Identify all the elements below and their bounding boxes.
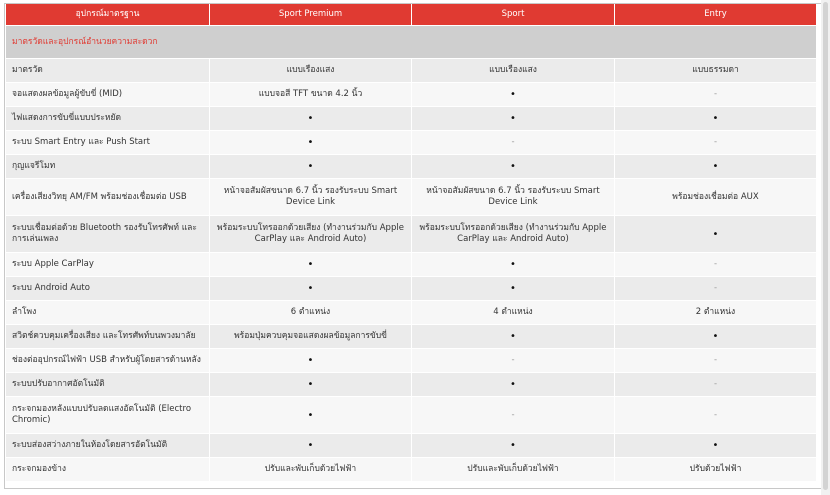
included-dot: • <box>615 325 817 349</box>
row-value: แบบเรืองแสง <box>412 59 615 83</box>
row-label: กระจกมองข้าง <box>6 458 210 482</box>
not-included-dash: - <box>615 349 817 373</box>
table-row <box>6 277 817 301</box>
row-label: ไฟแสดงการขับขี่แบบประหยัด <box>6 107 210 131</box>
included-dot: • <box>412 107 615 131</box>
header-entry: Entry <box>615 4 817 26</box>
included-dot: • <box>615 434 817 458</box>
included-dot: • <box>615 155 817 179</box>
table-row <box>6 253 817 277</box>
row-value: หน้าจอสัมผัสขนาด 6.7 นิ้ว รองรับระบบ Smart Device Link <box>210 179 412 216</box>
section-title: มาตรวัดและอุปกรณ์อำนวยความสะดวก <box>6 26 817 59</box>
row-value: พร้อมช่องเชื่อมต่อ AUX <box>615 179 817 216</box>
included-dot: • <box>210 434 412 458</box>
header-sport-premium: Sport Premium <box>210 4 412 26</box>
table-row <box>6 216 817 253</box>
row-value: ปรับและพับเก็บด้วยไฟฟ้า <box>412 458 615 482</box>
table-row <box>6 83 817 107</box>
table-row <box>6 179 817 216</box>
row-label: กุญแจรีโมท <box>6 155 210 179</box>
row-label: มาตรวัด <box>6 59 210 83</box>
row-value: แบบจอสี TFT ขนาด 4.2 นิ้ว <box>210 83 412 107</box>
row-value: แบบเรืองแสง <box>210 59 412 83</box>
table-row <box>6 107 817 131</box>
not-included-dash: - <box>615 397 817 434</box>
included-dot: • <box>210 253 412 277</box>
included-dot: • <box>210 373 412 397</box>
not-included-dash: - <box>615 277 817 301</box>
row-value: ปรับและพับเก็บด้วยไฟฟ้า <box>210 458 412 482</box>
row-value: พร้อมระบบโทรออกด้วยเสียง (ทำงานร่วมกับ Apple CarPlay และ Android Auto) <box>412 216 615 253</box>
table-row <box>6 373 817 397</box>
table-row <box>6 434 817 458</box>
row-label: ระบบปรับอากาศอัตโนมัติ <box>6 373 210 397</box>
row-value: พร้อมระบบโทรออกด้วยเสียง (ทำงานร่วมกับ Apple CarPlay และ Android Auto) <box>210 216 412 253</box>
row-value: 4 ตำแหน่ง <box>412 301 615 325</box>
not-included-dash: - <box>615 131 817 155</box>
included-dot: • <box>615 216 817 253</box>
included-dot: • <box>412 434 615 458</box>
header-sport: Sport <box>412 4 615 26</box>
included-dot: • <box>210 107 412 131</box>
row-label: ระบบ Android Auto <box>6 277 210 301</box>
included-dot: • <box>412 277 615 301</box>
not-included-dash: - <box>615 373 817 397</box>
table-header-row <box>6 4 817 26</box>
table-row <box>6 325 817 349</box>
row-label: ระบบส่องสว่างภายในห้องโดยสารอัตโนมัติ <box>6 434 210 458</box>
row-label: ระบบ Apple CarPlay <box>6 253 210 277</box>
scrollbar-thumb[interactable] <box>823 2 828 490</box>
row-value: 2 ตำแหน่ง <box>615 301 817 325</box>
included-dot: • <box>210 155 412 179</box>
table-row <box>6 458 817 482</box>
not-included-dash: - <box>412 131 615 155</box>
not-included-dash: - <box>615 83 817 107</box>
included-dot: • <box>210 349 412 373</box>
row-label: เครื่องเสียงวิทยุ AM/FM พร้อมช่องเชื่อมต่อ USB <box>6 179 210 216</box>
section-row <box>6 26 817 59</box>
not-included-dash: - <box>615 253 817 277</box>
included-dot: • <box>210 397 412 434</box>
table-row <box>6 155 817 179</box>
row-label: ระบบเชื่อมต่อด้วย Bluetooth รองรับโทรศัพท์ และการเล่นเพลง <box>6 216 210 253</box>
spec-table <box>6 4 817 482</box>
included-dot: • <box>412 253 615 277</box>
row-value: 6 ตำแหน่ง <box>210 301 412 325</box>
included-dot: • <box>615 107 817 131</box>
included-dot: • <box>210 277 412 301</box>
row-value: พร้อมปุ่มควบคุมจอแสดงผลข้อมูลการขับขี่ <box>210 325 412 349</box>
row-label: กระจกมองหลังแบบปรับลดแสงอัตโนมัติ (Electro Chromic) <box>6 397 210 434</box>
row-label: ช่องต่ออุปกรณ์ไฟฟ้า USB สำหรับผู้โดยสารด้านหลัง <box>6 349 210 373</box>
row-label: ลำโพง <box>6 301 210 325</box>
table-row <box>6 59 817 83</box>
not-included-dash: - <box>412 397 615 434</box>
row-value: หน้าจอสัมผัสขนาด 6.7 นิ้ว รองรับระบบ Smart Device Link <box>412 179 615 216</box>
row-label: จอแสดงผลข้อมูลผู้ขับขี่ (MID) <box>6 83 210 107</box>
included-dot: • <box>412 373 615 397</box>
row-value: แบบธรรมดา <box>615 59 817 83</box>
row-label: ระบบ Smart Entry และ Push Start <box>6 131 210 155</box>
not-included-dash: - <box>412 349 615 373</box>
vertical-scrollbar[interactable] <box>821 0 830 495</box>
row-value: ปรับด้วยไฟฟ้า <box>615 458 817 482</box>
table-row <box>6 301 817 325</box>
header-standard-equipment: อุปกรณ์มาตรฐาน <box>6 4 210 26</box>
included-dot: • <box>210 131 412 155</box>
included-dot: • <box>412 83 615 107</box>
table-row <box>6 349 817 373</box>
included-dot: • <box>412 325 615 349</box>
row-label: สวิตช์ควบคุมเครื่องเสียง และโทรศัพท์บนพวงมาลัย <box>6 325 210 349</box>
included-dot: • <box>412 155 615 179</box>
table-row <box>6 397 817 434</box>
table-row <box>6 131 817 155</box>
